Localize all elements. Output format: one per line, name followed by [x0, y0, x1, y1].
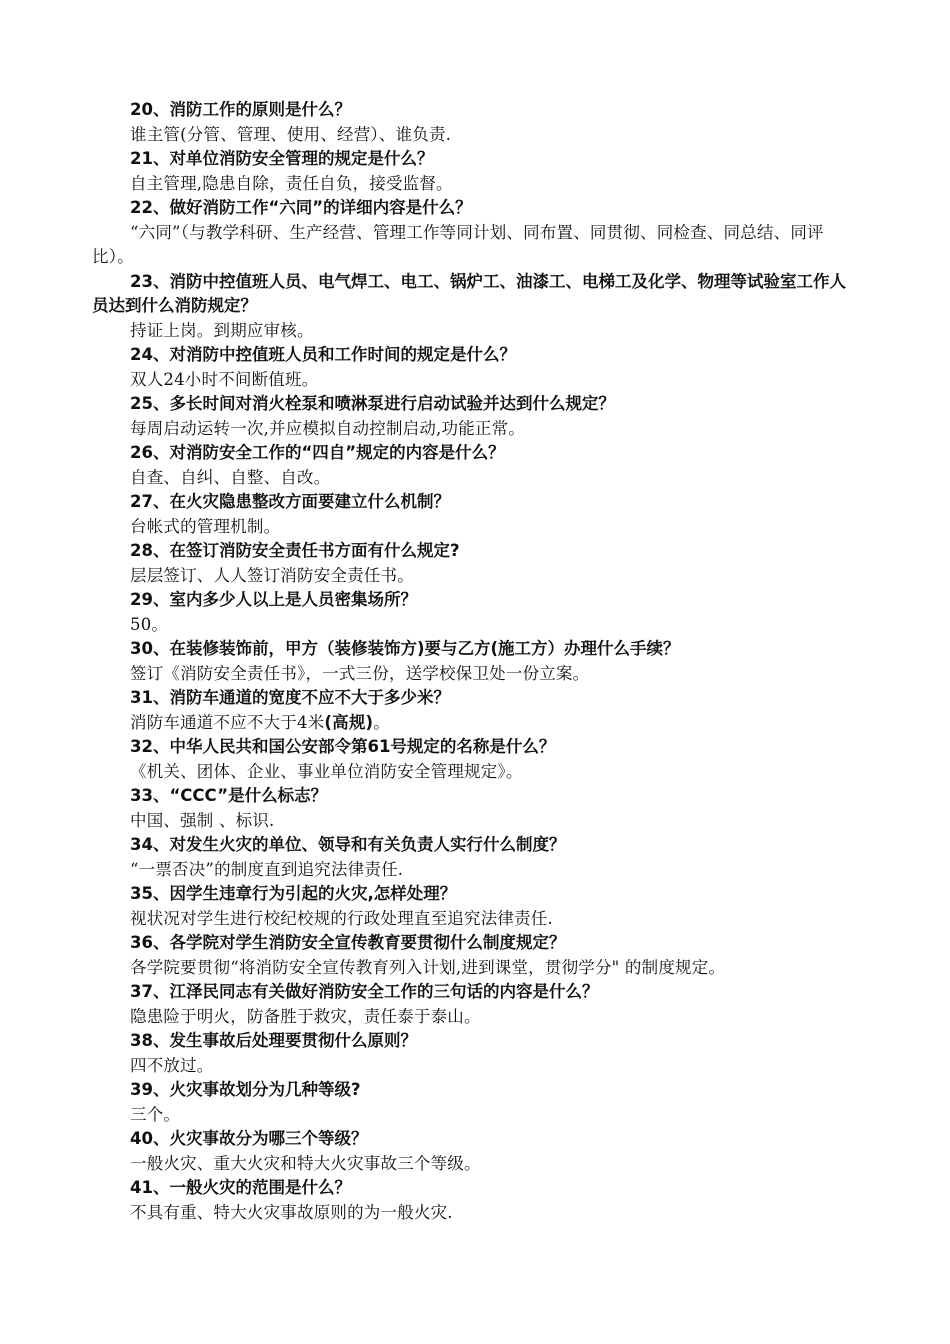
answer	[92, 1103, 862, 1128]
question: 33、“CCC”是什么标志？	[130, 786, 328, 805]
question: 21、对单位消防安全管理的规定是什么？	[130, 149, 434, 168]
answer	[92, 662, 862, 687]
answer	[92, 711, 862, 736]
answer-text: 台帐式的管理机制。	[130, 516, 281, 536]
answer-text: 消防车通道不应不大于4米	[130, 712, 325, 732]
answer	[92, 613, 862, 638]
question: 26、对消防安全工作的“四自”规定的内容是什么？	[130, 443, 505, 462]
answer-emphasis: (高规)	[324, 712, 374, 732]
answer	[92, 1005, 862, 1030]
answer-text: 四不放过。	[130, 1055, 214, 1075]
answer-text: 双人24小时不间断值班。	[130, 369, 319, 389]
answer-text: 持证上岗。到期应审核。	[130, 320, 314, 340]
question: 20、消防工作的原则是什么？	[130, 100, 351, 119]
question: 38、发生事故后处理要贯彻什么原则？	[130, 1031, 417, 1050]
question: 41、一般火灾的范围是什么？	[130, 1178, 351, 1197]
question: 22、做好消防工作“六同”的详细内容是什么？	[130, 198, 472, 217]
answer	[92, 1201, 862, 1226]
answer	[92, 172, 862, 197]
question: 24、对消防中控值班人员和工作时间的规定是什么？	[130, 345, 516, 364]
answer	[92, 515, 862, 540]
answer	[92, 809, 862, 834]
question: 30、在装修装饰前，甲方（装修装饰方)要与乙方(施工方）办理什么手续？	[130, 639, 680, 658]
answer-text: 不具有重、特大火灾事故原则的为一般火灾.	[130, 1202, 453, 1222]
answer	[92, 123, 862, 148]
answer-text: 中国、强制 、标识.	[130, 810, 275, 830]
answer-text: 谁主管(分管、管理、使用、经营）、谁负责.	[130, 124, 452, 144]
question: 34、对发生火灾的单位、领导和有关负责人实行什么制度？	[130, 835, 566, 854]
answer	[92, 858, 862, 883]
answer	[92, 417, 862, 442]
answer-text: “一票否决”的制度直到追究法律责任.	[130, 859, 404, 879]
answer-text: 各学院要贯彻“将消防安全宣传教育列入计划,进到课堂，贯彻学分" 的制度规定。	[130, 957, 726, 977]
answer	[92, 956, 862, 981]
answer-text: 自查、自纠、自整、自改。	[130, 467, 331, 487]
answer-text: 自主管理,隐患自除，责任自负，接受监督。	[130, 173, 453, 193]
question: 35、因学生违章行为引起的火灾,怎样处理？	[130, 884, 457, 903]
answer	[92, 760, 862, 785]
question: 29、室内多少人以上是人员密集场所？	[130, 590, 417, 609]
answer-text: 层层签订、人人签订消防安全责任书。	[130, 565, 414, 585]
question: 25、多长时间对消火栓泵和喷淋泵进行启动试验并达到什么规定？	[130, 394, 615, 413]
answer-end: 。	[373, 712, 390, 732]
answer-text: 《机关、团体、企业、事业单位消防安全管理规定》。	[130, 761, 523, 781]
question: 23、消防中控值班人员、电气焊工、电工、锅炉工、油漆工、电梯工及化学、物理等试验室工作人员达到什么消防规定？	[92, 271, 846, 315]
answer	[92, 466, 862, 491]
answer	[92, 319, 862, 344]
answer-text: 每周启动运转一次,并应模拟自动控制启动,功能正常。	[130, 418, 525, 438]
answer	[92, 1152, 862, 1177]
question: 32、中华人民共和国公安部令第61号规定的名称是什么？	[130, 737, 556, 756]
answer	[92, 907, 862, 932]
question: 27、在火灾隐患整改方面要建立什么机制？	[130, 492, 450, 511]
answer	[92, 221, 862, 270]
answer	[92, 368, 862, 393]
question: 40、火灾事故分为哪三个等级？	[130, 1129, 368, 1148]
answer-text: 一般火灾、重大火灾和特大火灾事故三个等级。	[130, 1153, 481, 1173]
qa-list	[92, 98, 862, 1225]
question: 28、在签订消防安全责任书方面有什么规定?	[130, 541, 460, 560]
answer-text: 签订《消防安全责任书》，一式三份，送学校保卫处一份立案。	[130, 663, 590, 683]
answer-text: 视状况对学生进行校纪校规的行政处理直至追究法律责任.	[130, 908, 553, 928]
question: 31、消防车通道的宽度不应不大于多少米？	[130, 688, 450, 707]
question: 36、各学院对学生消防安全宣传教育要贯彻什么制度规定？	[130, 933, 566, 952]
answer-text: “六同”（与教学科研、生产经营、管理工作等同计划、同布置、同贯彻、同检查、同总结、同评比）。	[92, 222, 824, 266]
question: 37、江泽民同志有关做好消防安全工作的三句话的内容是什么？	[130, 982, 599, 1001]
answer-text: 隐患险于明火，防备胜于救灾，责任泰于泰山。	[130, 1006, 481, 1026]
answer-text: 三个。	[130, 1104, 181, 1124]
answer	[92, 1054, 862, 1079]
question: 39、火灾事故划分为几种等级?	[130, 1080, 361, 1099]
answer-text: 50。	[130, 614, 169, 634]
answer	[92, 564, 862, 589]
